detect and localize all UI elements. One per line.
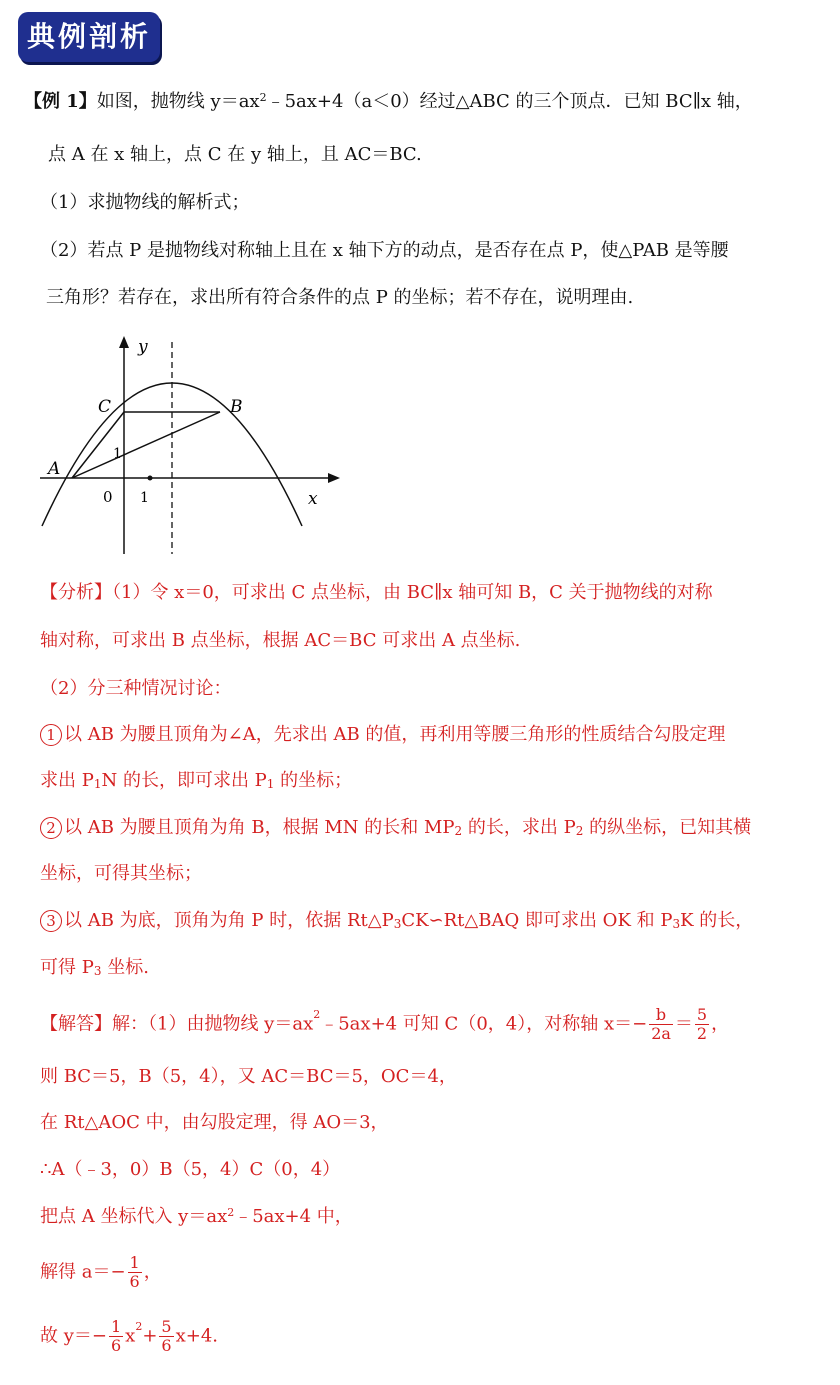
case-1-marker: 1 <box>40 724 62 746</box>
y-axis-arrow <box>119 336 129 348</box>
case-1-line-2: 求出 $P_1N$ 的长，即可求出 $P_1$ 的坐标； <box>40 770 353 791</box>
case-2-line-1: 2 以 AB 为腰且顶角为角 B，根据 MN 的长和 $MP_2$ 的长，求出 $P_2$ 的纵坐标，已知其横 <box>40 815 751 841</box>
x-axis-arrow <box>328 473 340 483</box>
tick-label-1-y: 1 <box>113 446 122 462</box>
y-axis-label: y <box>138 337 148 357</box>
analysis-line-1: 【分析】（1）令 x＝0，可求出 C 点坐标，由 BC∥x 轴可知 B，C 关于抛物线的对称 <box>40 582 713 603</box>
problem-line-2: 点 A 在 x 轴上，点 C 在 y 轴上，且 AC＝BC. <box>48 144 422 165</box>
segment-ac <box>72 412 124 478</box>
case-3-line-2: 可得 $P_3$ 坐标. <box>40 957 149 978</box>
section-badge: 典例剖析 <box>18 12 160 62</box>
question-2-line-2: 三角形？若存在，求出所有符合条件的点 P 的坐标；若不存在，说明理由. <box>46 287 634 308</box>
tick-label-1-x: 1 <box>140 490 149 506</box>
solution-line-5: 把点 A 坐标代入 $y=ax^2﹣5ax+4$ 中， <box>40 1206 353 1227</box>
question-2-line-1: （2）若点 P 是抛物线对称轴上且在 x 轴下方的动点，是否存在点 P，使△PAB 是等腰 <box>40 240 729 261</box>
tick-dot <box>148 476 153 481</box>
solution-line-1: 【解答】解：（1）由抛物线 $y=ax^2﹣5ax+4$ 可知 C（0，4），对称轴 x＝− $\frac{b}{2a}$ ＝ $\frac{5}{2}$ ， <box>40 1005 730 1043</box>
case-2-line-2: 坐标，可得其坐标； <box>40 863 202 884</box>
point-c-label: C <box>98 397 112 417</box>
x-axis-label: x <box>308 489 318 509</box>
fraction-5-over-6: $\frac{5}{6}$ <box>161 1317 172 1355</box>
solution-line-6: 解得 a＝− $\frac{1}{6}$ ， <box>40 1253 162 1291</box>
analysis-line-2: 轴对称，可求出 B 点坐标，根据 AC＝BC 可求出 A 点坐标. <box>40 630 521 651</box>
analysis-line-3: （2）分三种情况讨论： <box>40 678 232 699</box>
solution-line-2: 则 BC＝5，B（5，4），又 AC＝BC＝5，OC＝4， <box>40 1066 457 1087</box>
question-1: （1）求抛物线的解析式； <box>40 192 250 213</box>
solution-line-3: 在 Rt△AOC 中，由勾股定理，得 AO＝3， <box>40 1112 389 1133</box>
fraction-b-over-2a: $\frac{b}{2a}$ <box>651 1005 671 1043</box>
solution-line-4: ∴A（﹣3，0）B（5，4）C（0，4） <box>40 1159 341 1180</box>
case-3-line-1: 3 以 AB 为底，顶角为角 P 时，依据 $Rt\triangle P_3CK∽Rt\triangle BAQ$ 即可求出 OK 和 $P_3K$ 的长， <box>40 908 753 934</box>
fraction-5-over-2: $\frac{5}{2}$ <box>696 1005 708 1043</box>
segment-ab <box>72 412 220 478</box>
point-b-label: B <box>230 397 243 417</box>
parabola-figure <box>40 332 340 558</box>
case-1-line-1: 1 以 AB 为腰且顶角为∠A，先求出 AB 的值，再利用等腰三角形的性质结合勾股定理 <box>40 722 725 748</box>
fraction-1-over-6-b: $\frac{1}{6}$ <box>110 1317 122 1355</box>
example-label: 【例 1】 <box>24 91 97 112</box>
problem-line-1: 【例 1】如图，抛物线 $y=ax^2﹣5ax+4(a<0)$经过△ABC 的三个顶点．已知 BC∥x 轴， <box>24 91 753 112</box>
solution-line-7: 故 y＝− $\frac{1}{6}$ $x^2+$ $\frac{5}{6}$ x+4. <box>40 1317 219 1355</box>
case-3-marker: 3 <box>40 910 62 932</box>
fraction-1-over-6: $\frac{1}{6}$ <box>129 1253 140 1291</box>
origin-label: 0 <box>103 488 113 506</box>
case-2-marker: 2 <box>40 817 62 839</box>
point-a-label: A <box>48 459 61 479</box>
